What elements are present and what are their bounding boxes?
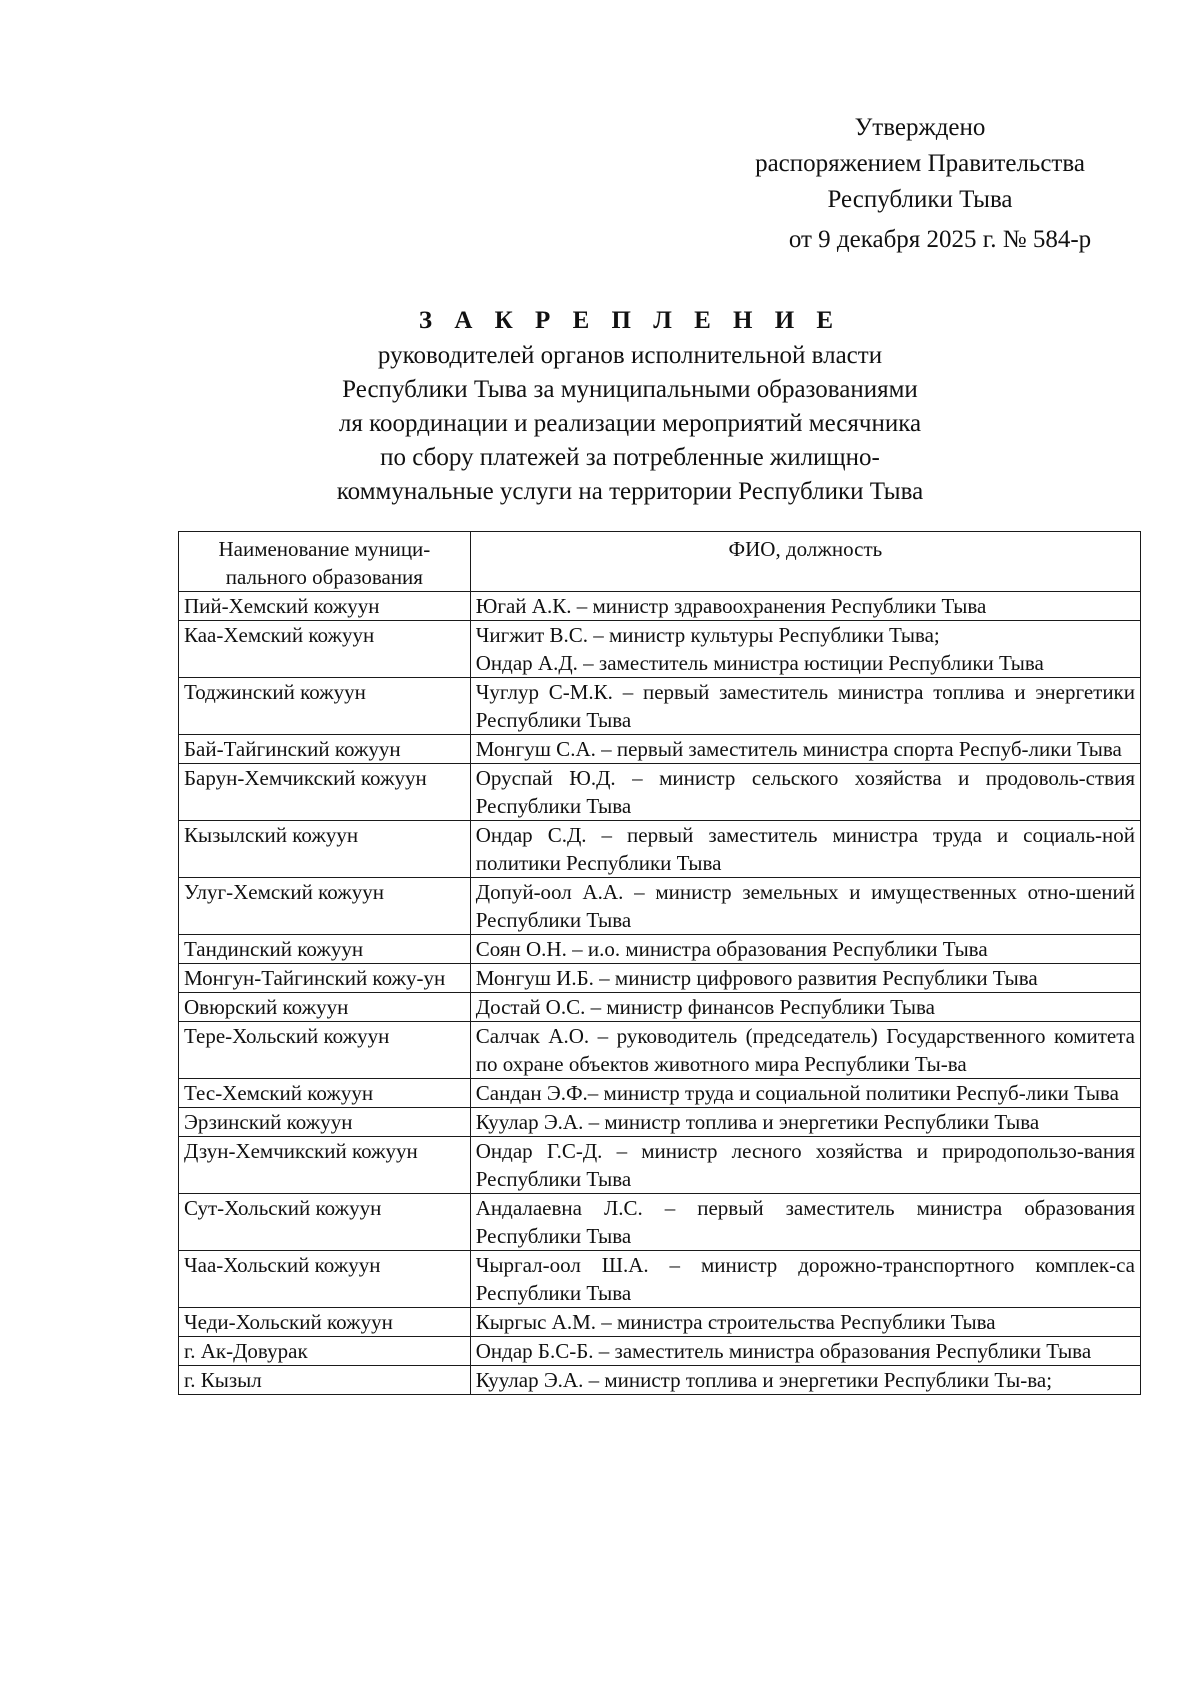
table-row: [179, 592, 1141, 621]
person-entry: Ондар С.Д. – первый заместитель министра труда и социаль-ной политики Республики Тыва: [475, 823, 1135, 875]
municipality-cell: Овюрский кожуун: [179, 993, 471, 1022]
table-row: [179, 1194, 1141, 1251]
title-subtitle-line: руководителей органов исполнительной власти: [377, 342, 883, 369]
person-cell: [470, 592, 1140, 621]
table-row: [179, 1337, 1141, 1366]
title-subtitle-line: по сбору платежей за потребленные жилищно-: [380, 444, 880, 471]
table-header-row: [179, 532, 1141, 592]
person-entry: Андалаевна Л.С. – первый заместитель министра образования Республики Тыва: [475, 1196, 1135, 1248]
municipality-cell: Чаа-Хольский кожуун: [179, 1251, 471, 1308]
person-cell: [470, 735, 1140, 764]
person-entry: Ондар А.Д. – заместитель министра юстиции Республики Тыва: [475, 651, 1044, 675]
person-cell: [470, 993, 1140, 1022]
municipality-cell: Барун-Хемчикский кожуун: [179, 764, 471, 821]
person-cell: [470, 964, 1140, 993]
title-subtitle-line: Республики Тыва за муниципальными образованиями: [342, 376, 918, 403]
title-subtitle-line: ля координации и реализации мероприятий месячника: [338, 410, 922, 437]
person-cell: [470, 1194, 1140, 1251]
person-cell: [470, 878, 1140, 935]
table-row: [179, 621, 1141, 678]
person-entry: Чуглур С-М.К. – первый заместитель министра топлива и энергетики Республики Тыва: [475, 680, 1135, 732]
table-row: [179, 1366, 1141, 1395]
table-row: [179, 1022, 1141, 1079]
municipality-cell: Каа-Хемский кожуун: [179, 621, 471, 678]
table-row: [179, 1308, 1141, 1337]
municipality-cell: г. Ак-Довурак: [179, 1337, 471, 1366]
person-entry: Куулар Э.А. – министр топлива и энергетики Республики Ты-ва;: [475, 1368, 1053, 1392]
person-cell: [470, 1337, 1140, 1366]
municipality-cell: Тандинский кожуун: [179, 935, 471, 964]
person-entry: Чигжит В.С. – министр культуры Республики Тыва;: [475, 623, 940, 647]
person-entry: Оруспай Ю.Д. – министр сельского хозяйства и продоволь-ствия Республики Тыва: [475, 766, 1135, 818]
person-entry: Чыргал-оол Ш.А. – министр дорожно-транспортного комплек-са Республики Тыва: [475, 1253, 1135, 1305]
person-cell: [470, 1022, 1140, 1079]
municipality-cell: Тоджинский кожуун: [179, 678, 471, 735]
person-cell: [470, 1137, 1140, 1194]
approval-line-approved: Утверждено: [854, 114, 986, 141]
municipality-cell: Бай-Тайгинский кожуун: [179, 735, 471, 764]
approval-line-date: от 9 декабря 2025 г. № 584-р: [788, 226, 1092, 253]
person-entry: Куулар Э.А. – министр топлива и энергетики Республики Тыва: [475, 1110, 1040, 1134]
municipality-cell: Тес-Хемский кожуун: [179, 1079, 471, 1108]
person-cell: [470, 764, 1140, 821]
table-body: [179, 592, 1141, 1395]
approval-line-republic: Республики Тыва: [827, 186, 1013, 213]
municipality-cell: г. Кызыл: [179, 1366, 471, 1395]
document-title: [230, 303, 1030, 509]
person-entry: Допуй-оол А.А. – министр земельных и имущественных отно-шений Республики Тыва: [475, 880, 1135, 932]
person-cell: [470, 621, 1140, 678]
table-row: [179, 735, 1141, 764]
person-entry: Сандан Э.Ф.– министр труда и социальной политики Респуб-лики Тыва: [475, 1081, 1119, 1105]
person-cell: [470, 1079, 1140, 1108]
table-row: [179, 935, 1141, 964]
table-row: [179, 1079, 1141, 1108]
person-entry: Ондар Б.С-Б. – заместитель министра образования Республики Тыва: [475, 1339, 1092, 1363]
table-row: [179, 1251, 1141, 1308]
table-row: [179, 1108, 1141, 1137]
table-row: [179, 993, 1141, 1022]
person-entry: Монгуш И.Б. – министр цифрового развития Республики Тыва: [475, 966, 1038, 990]
approval-line-order: распоряжением Правительства: [755, 150, 1085, 177]
approval-stamp: [700, 110, 1140, 258]
municipality-cell: Пий-Хемский кожуун: [179, 592, 471, 621]
municipality-cell: Эрзинский кожуун: [179, 1108, 471, 1137]
municipality-cell: Монгун-Тайгинский кожу-ун: [179, 964, 471, 993]
person-entry: Салчак А.О. – руководитель (председатель) Государственного комитета по охране объектов животного мира Республики Ты-ва: [475, 1024, 1135, 1076]
column-header-municipality: Наименование муници-пального образования: [179, 532, 471, 592]
person-cell: [470, 1108, 1140, 1137]
person-entry: Кыргыс А.М. – министра строительства Республики Тыва: [475, 1310, 996, 1334]
municipality-cell: Кызылский кожуун: [179, 821, 471, 878]
municipality-cell: Тере-Хольский кожуун: [179, 1022, 471, 1079]
assignment-table: [178, 531, 1141, 1395]
title-subtitle-line: коммунальные услуги на территории Республики Тыва: [336, 478, 924, 505]
table-row: [179, 678, 1141, 735]
person-cell: [470, 678, 1140, 735]
municipality-cell: Сут-Хольский кожуун: [179, 1194, 471, 1251]
column-header-person: ФИО, должность: [470, 532, 1140, 592]
person-entry: Югай А.К. – министр здравоохранения Республики Тыва: [475, 594, 987, 618]
person-cell: [470, 1366, 1140, 1395]
table-row: [179, 821, 1141, 878]
person-cell: [470, 1308, 1140, 1337]
person-entry: Ондар Г.С-Д. – министр лесного хозяйства и природопользо-вания Республики Тыва: [475, 1139, 1135, 1191]
table-row: [179, 964, 1141, 993]
title-heading: З А К Р Е П Л Е Н И Е: [418, 307, 842, 334]
municipality-cell: Чеди-Хольский кожуун: [179, 1308, 471, 1337]
municipality-cell: Дзун-Хемчикский кожуун: [179, 1137, 471, 1194]
table-row: [179, 1137, 1141, 1194]
table-row: [179, 764, 1141, 821]
person-entry: Соян О.Н. – и.о. министра образования Республики Тыва: [475, 937, 988, 961]
person-cell: [470, 1251, 1140, 1308]
person-entry: Монгуш С.А. – первый заместитель министра спорта Респуб-лики Тыва: [475, 737, 1122, 761]
table-row: [179, 878, 1141, 935]
person-cell: [470, 821, 1140, 878]
person-entry: Достай О.С. – министр финансов Республики Тыва: [475, 995, 935, 1019]
municipality-cell: Улуг-Хемский кожуун: [179, 878, 471, 935]
person-cell: [470, 935, 1140, 964]
